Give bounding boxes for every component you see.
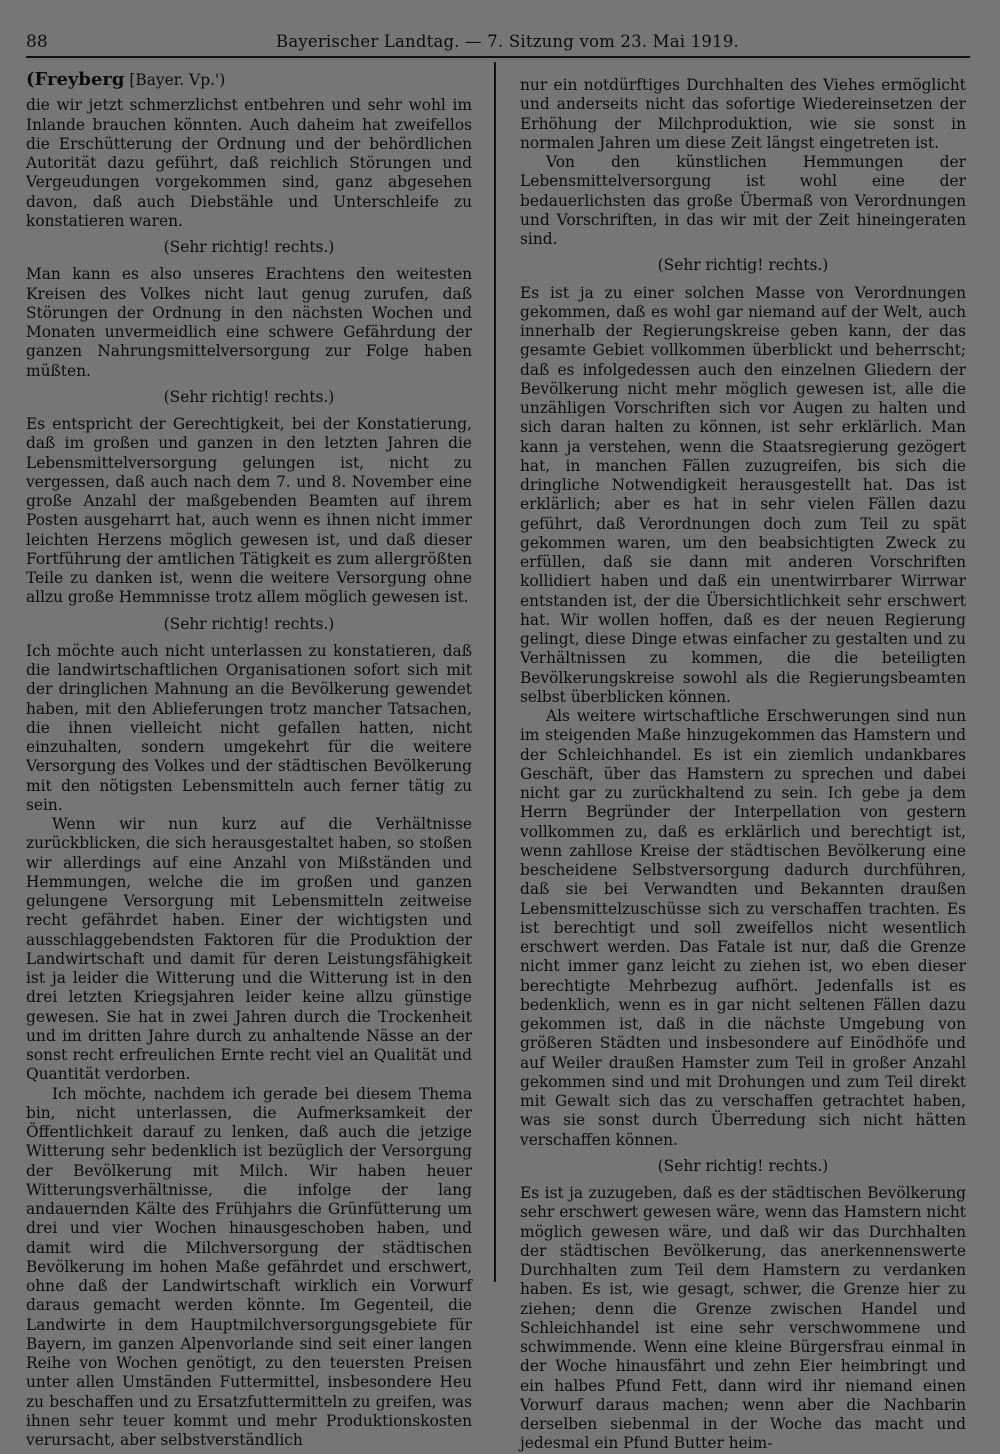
page-header: [26, 30, 970, 56]
running-title: Bayerischer Landtag. — 7. Sitzung vom 23. Mai 1919.: [276, 32, 739, 51]
speaker-name: (Freyberg: [26, 69, 125, 90]
left-column: [26, 70, 472, 1450]
reaction: (Sehr richtig! rechts.): [657, 1156, 829, 1175]
paragraph: Es ist ja zuzugeben, daß es der städtischen Bevölkerung sehr erschwert gewesen wäre, wenn das Hamstern nicht möglich gewesen wäre, und daß wir das Durchhalten der städtischen Bevölkerung, das anerkennenswerte Durchhalten zum Teil dem Hamstern zu verdanken haben. Es ist, wie gesagt, schwer, die Grenze hier zu ziehen; denn die Grenze zwischen Handel und Schleichhandel ist eine sehr verschwommene und schwimmende. Wenn eine kleine Bürgersfrau einmal in der Woche hinausfährt und zehn Eier heimbringt und ein halbes Pfund Fett, dann wird ihr niemand einen Vorwurf daraus machen; wenn aber die Nachbarin derselben siebenmal in der Woche das macht und jedesmal ein Pfund Butter heim-: [520, 1184, 966, 1453]
paragraph: Man kann es also unseres Erachtens den weitesten Kreisen des Volkes nicht laut genug zurufen, daß Störungen der Ordnung in den nächsten Wochen und Monaten unvermeidlich eine schwere Gefährdung der ganzen Nahrungsmittelversorgung zur Folge haben müßten.: [26, 265, 472, 380]
reaction: (Sehr richtig! rechts.): [163, 387, 335, 406]
paragraph: nur ein notdürftiges Durchhalten des Viehes ermöglicht und anderseits nicht das sofortige Wiedereinsetzen der Erhöhung der Milchproduktion, wie sie sonst in normalen Jahren um diese Zeit längst eingetreten ist.: [520, 76, 966, 152]
right-column: [520, 76, 966, 1454]
reaction: (Sehr richtig! rechts.): [657, 256, 829, 275]
reaction: (Sehr richtig! rechts.): [163, 614, 335, 633]
paragraph: Ich möchte, nachdem ich gerade bei diesem Thema bin, nicht unterlassen, die Aufmerksamkeit der Öffentlichkeit darauf zu lenken, daß auch die jetzige Witterung sehr bedenklich ist bezüglich der Versorgung der Bevölkerung mit Milch. Wir haben heuer Witterungsverhältnisse, die infolge der lang andauernden Kälte des Frühjahrs die Grünfütterung um drei und vier Wochen hinausgeschoben haben, und damit wird die Milchversorgung der städtischen Bevölkerung im hohen Maße gefährdet und erschwert, ohne daß der Landwirtschaft wirklich ein Vorwurf daraus gemacht werden könnte. Im Gegenteil, die Landwirte in dem Hauptmilchversorgungsgebiete für Bayern, im ganzen Alpenvorlande sind seit einer langen Reihe von Wochen genötigt, zu den teuersten Preisen unter allen Umständen Futtermittel, insbesondere Heu zu beschaffen und zu Ersatzfuttermitteln zu greifen, was ihnen sehr teuer kommt und mehr Produktionskosten verursacht, aber selbstverständlich: [26, 1084, 472, 1449]
page-number: 88: [26, 32, 48, 52]
paragraph: Es entspricht der Gerechtigkeit, bei der Konstatierung, daß im großen und ganzen in den letzten Jahren die Lebensmittelversorgung gelungen ist, nicht zu vergessen, daß auch nach dem 7. und 8. November eine große Anzahl der maßgebenden Beamten auf ihrem Posten ausgeharrt hat, auch wenn es ihnen nicht immer leichten Herzens möglich gewesen ist, und daß dieser Fortführung der amtlichen Tätigkeit es zum allergrößten Teile zu danken ist, wenn die weitere Versorgung ohne allzu große Hemmnisse trotz allem möglich gewesen ist.: [26, 415, 472, 607]
paragraph: die wir jetzt schmerzlichst entbehren und sehr wohl im Inlande brauchen könnten. Auch daheim hat zweifellos die Erschütterung der Ordnung und der behördlichen Autorität dazu geführt, daß reichlich Störungen und Vergeudungen vorgekommen sind, ganz abgesehen davon, daß auch Diebstähle und Unterschleife zu konstatieren waren.: [26, 96, 472, 230]
paragraph: Ich möchte auch nicht unterlassen zu konstatieren, daß die landwirtschaftlichen Organisationen sofort sich mit der dringlichen Mahnung an die Bevölkerung gewendet haben, mit den Ablieferungen trotz mancher Tatsachen, die ihnen vielleicht nicht gefallen hatten, nicht einzuhalten, sondern umgekehrt für die weitere Versorgung des Volkes und der städtischen Bevölkerung mit den nötigsten Lebensmitteln auch ferner tätig zu sein.: [26, 641, 472, 814]
header-rule: [26, 56, 970, 58]
speaker-party: [Bayer. Vp.'): [129, 71, 226, 89]
speaker-line: [26, 70, 472, 90]
paragraph: Es ist ja zu einer solchen Masse von Verordnungen gekommen, daß es wohl gar niemand auf der Welt, auch innerhalb der Regierungskreise geben kann, der das gesamte Gebiet vollkommen überblickt und beherrscht; daß es infolgedessen auch den einzelnen Gliedern der Bevölkerung nicht mehr möglich gewesen ist, alle die unzähligen Vorschriften sich vor Augen zu halten und sich daran halten zu können, ist sehr erklärlich. Man kann ja verstehen, wenn die Staatsregierung gezögert hat, in manchen Fällen zuzugreifen, bis sich die dringliche Notwendigkeit herausgestellt hat. Das ist erklärlich; aber es hat in sehr vielen Fällen dazu geführt, daß Verordnungen doch zum Teil zu spät gekommen waren, um den beabsichtigten Zweck zu erfüllen, daß sie dann mit anderen Vorschriften kollidiert haben und daß ein unentwirrbarer Wirrwar entstanden ist, der die Übersichtlichkeit sehr erschwert hat. Wir wollen hoffen, daß es der neuen Regierung gelingt, diese Dinge etwas einfacher zu gestalten und zu Verhältnissen zu kommen, die die beteiligten Bevölkerungskreise sowohl als die Regierungsbeamten selbst überblicken können.: [520, 283, 966, 706]
column-divider: [494, 62, 496, 1282]
reaction: (Sehr richtig! rechts.): [163, 238, 335, 256]
paragraph: Wenn wir nun kurz auf die Verhältnisse zurückblicken, die sich herausgestaltet haben, so stoßen wir allerdings auf eine Anzahl von Mißständen und Hemmungen, welche die im großen und ganzen gelungene Versorgung mit Lebensmitteln zeitweise recht gefährdet haben. Einer der wichtigsten und ausschlaggebendsten Faktoren für die Produktion der Landwirtschaft und damit für deren Leistungsfähigkeit ist ja leider die Witterung und die Witterung ist in den drei letzten Kriegsjahren leider keine allzu günstige gewesen. Sie hat in zwei Jahren durch die Trockenheit und im dritten Jahre durch zu anhaltende Nässe an der sonst recht erfreulichen Ernte recht viel an Qualität und Quantität verdorben.: [26, 815, 472, 1084]
paragraph: Von den künstlichen Hemmungen der Lebensmittelversorgung ist wohl eine der bedauerlichsten das große Übermaß von Verordnungen und Vorschriften, in das wir mit der Zeit hineingeraten sind.: [520, 153, 966, 248]
paragraph: Als weitere wirtschaftliche Erschwerungen sind nun im steigenden Maße hinzugekommen das Hamstern und der Schleichhandel. Es ist ein ziemlich undankbares Geschäft, über das Hamstern zu sprechen und dabei nicht gar zu zurückhaltend zu sein. Ich gebe ja dem Herrn Begründer der Interpellation von gestern vollkommen zu, daß es erklärlich und berechtigt ist, wenn zahllose Kreise der städtischen Bevölkerung eine bescheidene Selbstversorgung dadurch durchführen, daß sie bei Verwandten und Bekannten draußen Lebensmittelzuschüsse sich zu verschaffen trachten. Es ist berechtigt und soll zweifellos nicht wesentlich erschwert werden. Das Fatale ist nur, daß die Grenze nicht immer ganz leicht zu ziehen ist, wo eben dieser berechtigte Mehrbezug aufhört. Jedenfalls ist es bedenklich, wenn es in gar nicht seltenen Fällen dazu gekommen ist, daß in die nächste Umgebung von größeren Städten und insbesondere auf Einödhöfe und auf Weiler draußen Hamster zum Teil in großer Anzahl gekommen sind und mit Drohungen und zum Teil direkt mit Gewalt sich das zu verschaffen getrachtet haben, was sie sonst durch Überredung sich nicht hätten verschaffen können.: [520, 707, 966, 1149]
